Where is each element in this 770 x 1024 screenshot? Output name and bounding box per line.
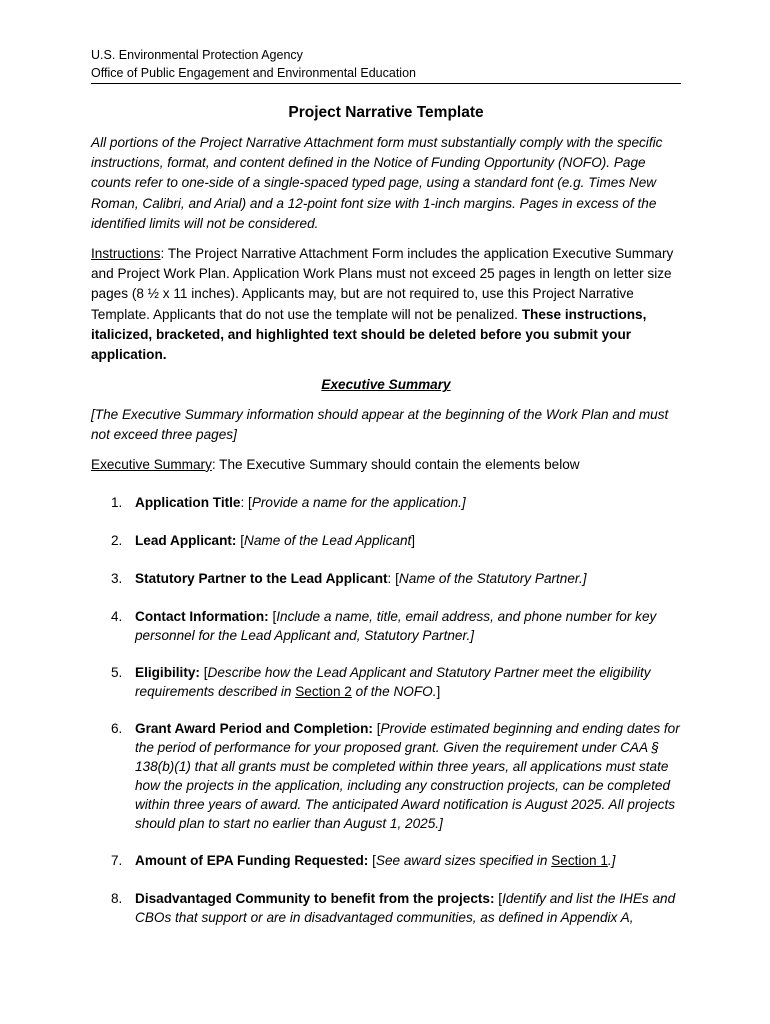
item-label: Amount of EPA Funding Requested:: [135, 852, 369, 868]
item-sep: : [: [240, 494, 252, 510]
list-item: [91, 607, 681, 645]
item-desc: Identify and list the IHEs and CBOs that support or are in disadvantaged communities, as defined in Appendix A,: [135, 890, 676, 925]
section-link[interactable]: Section 1: [551, 852, 608, 868]
page-title: Project Narrative Template: [288, 104, 484, 121]
item-desc: See award sizes specified in: [375, 852, 552, 868]
list-item: [91, 531, 681, 550]
executive-summary-line: [91, 455, 681, 475]
intro-paragraph: All portions of the Project Narrative Attachment form must substantially comply with the specific instructions, format, and content defined in the Notice of Funding Opportunity (NOFO). Page counts refer to one-side of a single-spaced typed page, using a standard font (e.g. Times New Roman, Calibri, and Arial) and a 12-point font size with 1-inch margins. Pages in excess of the identified limits will not be considered.: [91, 135, 663, 231]
instructions-text: : The Project Narrative Attachment Form includes the application Executive Summary and Project Work Plan. Application Work Plans must not exceed 25 pages in length on letter size pages (8 ½ x 11 inches). Applicants may, but are not required to, use this Project Narrative Template. Applicants that do not use the template will not be penalized.: [91, 246, 674, 322]
office-name: Office of Public Engagement and Environmental Education: [91, 66, 416, 80]
header-rule: [91, 83, 681, 84]
list-item: [91, 663, 681, 701]
document-page: [91, 46, 681, 927]
item-number: 1.: [111, 494, 123, 510]
item-desc: Name of the Statutory Partner.]: [398, 570, 587, 586]
instructions-paragraph: [91, 244, 681, 365]
item-label: Eligibility:: [135, 664, 200, 680]
list-item: [91, 851, 681, 870]
instructions-label: Instructions: [91, 246, 161, 262]
list-item: [91, 569, 681, 588]
item-number: 8.: [111, 890, 123, 906]
item-number: 6.: [111, 720, 123, 736]
item-number: 4.: [111, 608, 123, 624]
item-number: 7.: [111, 852, 123, 868]
section-heading: Executive Summary: [321, 377, 451, 393]
item-sep: [: [494, 890, 503, 906]
executive-summary-text: : The Executive Summary should contain the elements below: [211, 456, 580, 472]
item-tail: ]: [411, 532, 416, 548]
item-sep: : [: [387, 570, 399, 586]
item-sep: [: [236, 532, 245, 548]
item-label: Grant Award Period and Completion:: [135, 720, 373, 736]
item-desc: Provide a name for the application.]: [251, 494, 466, 510]
item-desc: Describe how the Lead Applicant and Statutory Partner meet the eligibility requirements described in: [135, 664, 651, 699]
item-sep: [: [372, 720, 381, 736]
item-label: Contact Information:: [135, 608, 269, 624]
item-label: Application Title: [135, 494, 241, 510]
item-label: Statutory Partner to the Lead Applicant: [135, 570, 388, 586]
executive-summary-label: Executive Summary: [91, 456, 212, 472]
item-number: 2.: [111, 532, 123, 548]
item-desc-cont: of the NOFO.: [351, 683, 437, 699]
item-desc: Name of the Lead Applicant: [244, 532, 412, 548]
section-note: [The Executive Summary information should appear at the beginning of the Work Plan and must not exceed three pages]: [91, 407, 669, 443]
agency-name: U.S. Environmental Protection Agency: [91, 48, 303, 62]
section-link[interactable]: Section 2: [295, 683, 352, 699]
item-sep: [: [199, 664, 208, 680]
item-label: Lead Applicant:: [135, 532, 237, 548]
item-desc-cont: .]: [607, 852, 616, 868]
list-item: [91, 493, 681, 512]
list-item: [91, 719, 681, 833]
list-item: [91, 889, 681, 927]
item-tail: ]: [436, 683, 441, 699]
item-number: 5.: [111, 664, 123, 680]
item-desc: Include a name, title, email address, and phone number for key personnel for the Lead Applicant and, Statutory Partner.]: [135, 608, 657, 643]
item-number: 3.: [111, 570, 123, 586]
item-sep: [: [368, 852, 376, 868]
elements-list: [91, 493, 681, 927]
item-label: Disadvantaged Community to benefit from the projects:: [135, 890, 495, 906]
instructions-bold-note: These instructions, italicized, bracketed, and highlighted text should be deleted before you submit your application.: [91, 306, 647, 363]
item-desc: Provide estimated beginning and ending dates for the period of performance for your proposed grant. Given the requirement under CAA § 138(b)(1) that all grants must be completed within three years, all applications must state how the projects in the application, including any construction projects, can be completed within three years of award. The anticipated Award notification is August 2025. All projects should plan to start no earlier than August 1, 2025.]: [135, 720, 680, 831]
item-sep: [: [268, 608, 277, 624]
